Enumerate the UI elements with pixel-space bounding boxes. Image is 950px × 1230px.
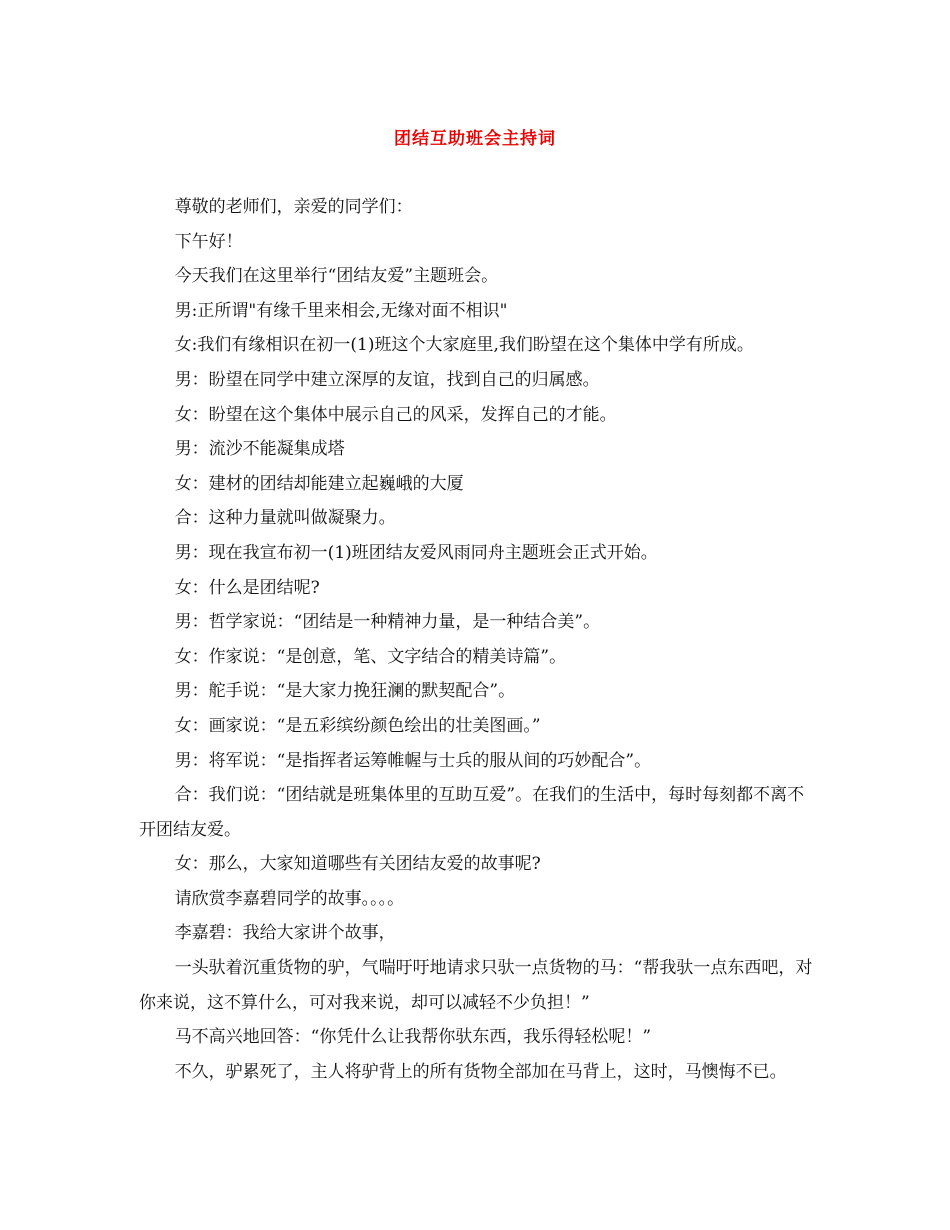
paragraph: 李嘉碧：我给大家讲个故事，	[174, 923, 396, 944]
paragraph: 男：流沙不能凝集成塔	[174, 439, 345, 460]
document-body	[139, 190, 815, 1089]
paragraph: 女：建材的团结却能建立起巍峨的大厦	[174, 473, 464, 494]
paragraph: 男:正所谓"有缘千里来相会,无缘对面不相识"	[174, 300, 508, 321]
paragraph: 男：盼望在同学中建立深厚的友谊，找到自己的归属感。	[174, 369, 600, 390]
paragraph: 男：舵手说：“是大家力挽狂澜的默契配合”。	[174, 681, 516, 702]
paragraph: 马不高兴地回答：“你凭什么让我帮你驮东西，我乐得轻松呢！”	[174, 1027, 652, 1048]
paragraph: 女：那么，大家知道哪些有关团结友爱的故事呢?	[174, 854, 541, 875]
paragraph: 女：盼望在这个集体中展示自己的风采，发挥自己的才能。	[174, 404, 617, 425]
paragraph: 合：这种力量就叫做凝聚力。	[174, 508, 396, 529]
paragraph: 下午好！	[174, 231, 243, 252]
paragraph: 尊敬的老师们，亲爱的同学们：	[174, 197, 413, 217]
document-title: 团结互助班会主持词	[394, 129, 556, 149]
paragraph: 女：作家说：“是创意，笔、文字结合的精美诗篇”。	[174, 646, 567, 667]
paragraph: 男：将军说：“是指挥者运筹帷幄与士兵的服从间的巧妙配合”。	[174, 750, 652, 771]
paragraph: 一头驮着沉重货物的驴，气喘吁吁地请求只驮一点货物的马：“帮我驮一点东西吧，对你来说，这不算什么，可对我来说，却可以减轻不少负担！”	[139, 958, 813, 1013]
paragraph: 请欣赏李嘉碧同学的故事。。。。	[174, 888, 405, 909]
paragraph: 男：现在我宣布初一(1)班团结友爱风雨同舟主题班会正式开始。	[174, 542, 658, 563]
paragraph: 合：我们说：“团结就是班集体里的互助互爱”。在我们的生活中，每时每刻都不离不开团结友爱。	[139, 785, 805, 840]
paragraph: 今天我们在这里举行“团结友爱”主题班会。	[174, 266, 499, 287]
paragraph: 女:我们有缘相识在初一(1)班这个大家庭里,我们盼望在这个集体中学有所成。	[174, 335, 754, 356]
paragraph: 男：哲学家说：“团结是一种精神力量，是一种结合美”。	[174, 612, 601, 633]
paragraph: 女：什么是团结呢?	[174, 577, 320, 598]
paragraph: 女：画家说：“是五彩缤纷颜色绘出的壮美图画。”	[174, 715, 541, 736]
paragraph: 不久，驴累死了，主人将驴背上的所有货物全部加在马背上，这时，马懊悔不已。	[174, 1061, 787, 1082]
